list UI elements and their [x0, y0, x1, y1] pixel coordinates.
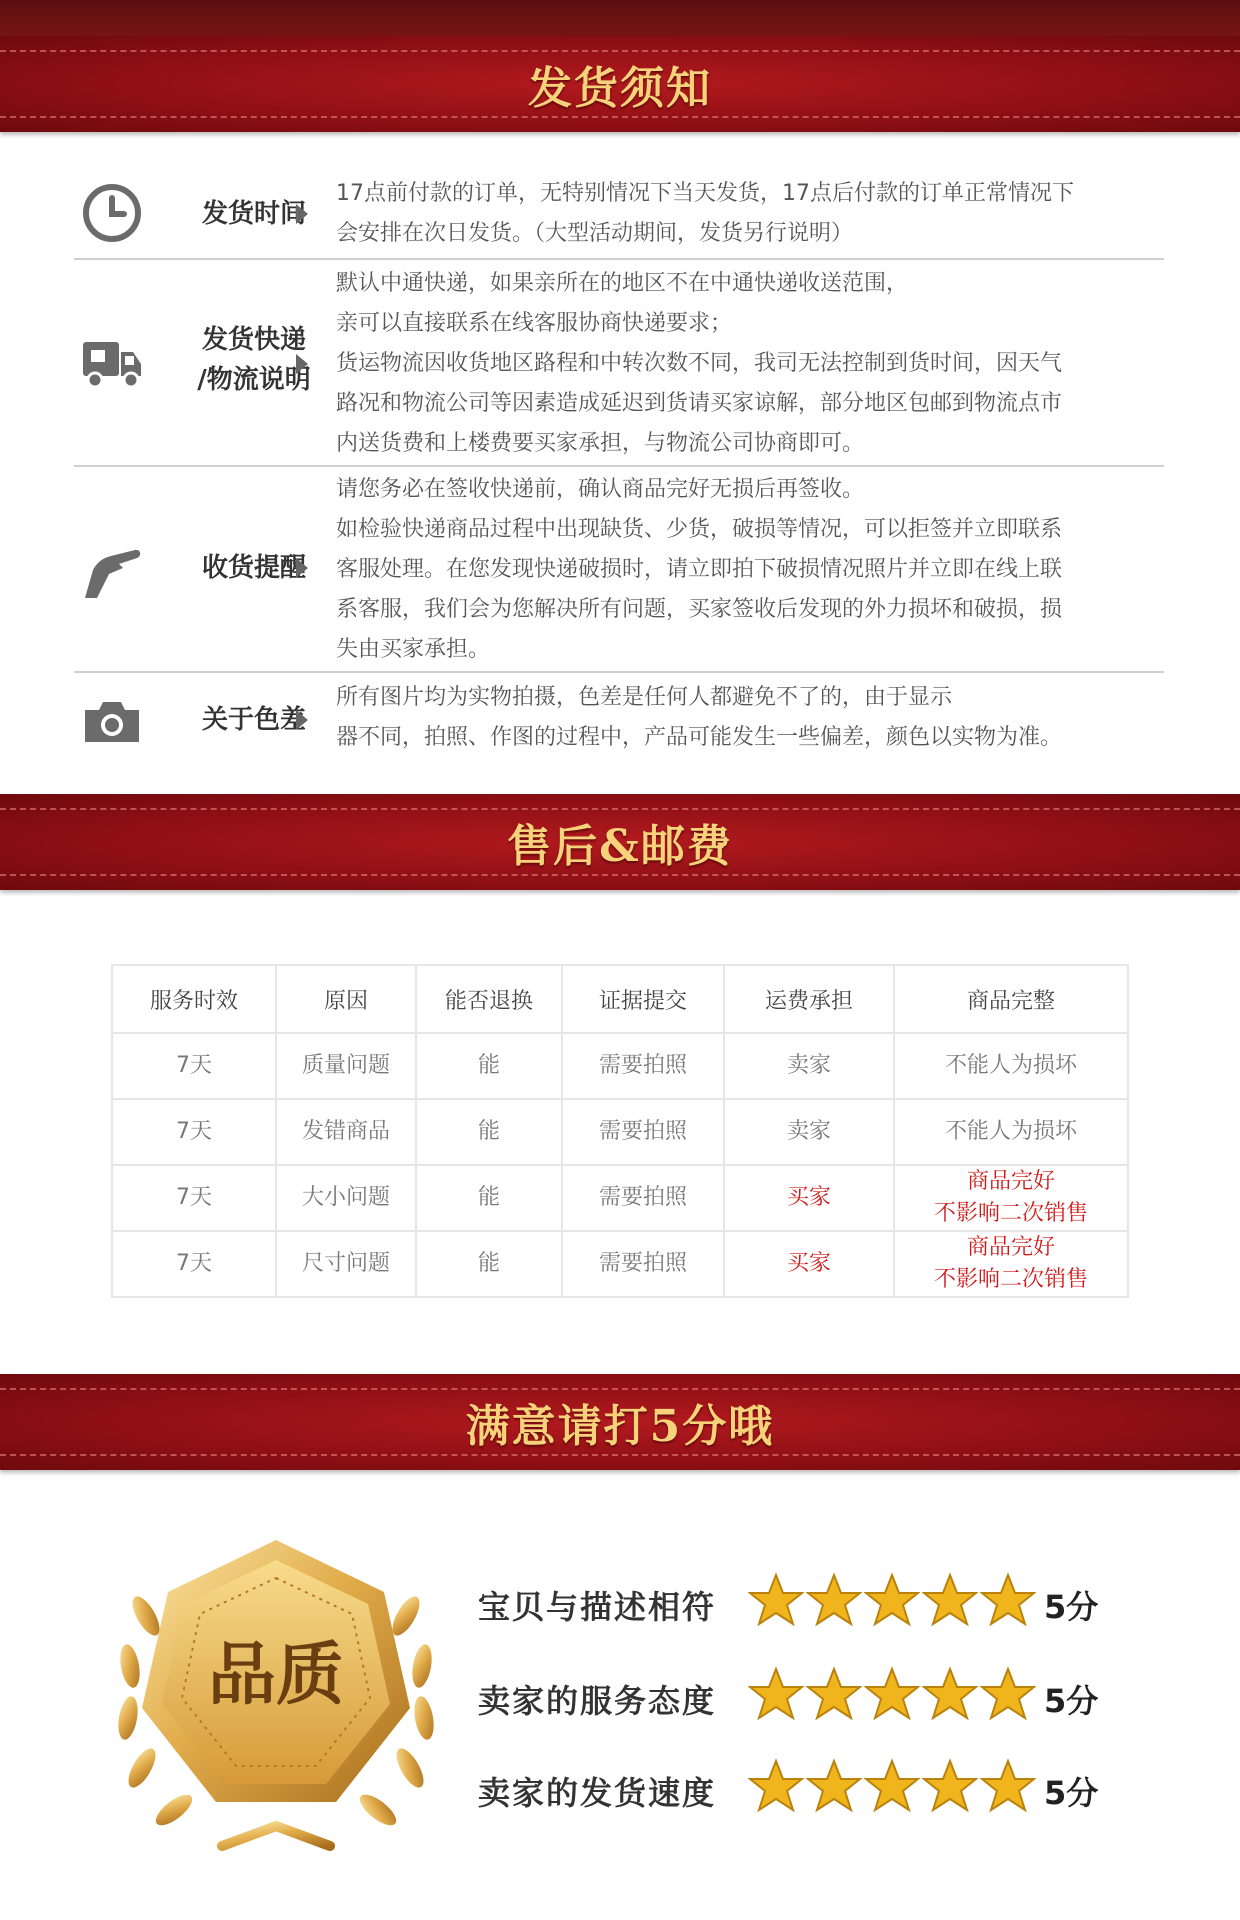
table-header: 运费承担 [724, 965, 894, 1033]
notice-text: 所有图片均为实物拍摄，色差是任何人都避免不了的，由于显示 器不同，拍照、作图的过程中，产品可能发生一些偏差，颜色以实物为准。 [336, 685, 1063, 750]
notice-label: 发货快递 /物流说明 [197, 325, 311, 395]
table-cell: 能 [416, 1231, 562, 1297]
rating-label: 卖家的发货速度 [478, 1774, 717, 1812]
star-icon [748, 1758, 804, 1814]
divider [74, 465, 1164, 467]
notice-label: 关于色差 [201, 705, 306, 735]
notice-label: 发货时间 [201, 199, 306, 229]
truck-icon [74, 336, 150, 392]
table-cell: 尺寸问题 [276, 1231, 416, 1297]
table-cell: 商品完好 不影响二次销售 [894, 1165, 1128, 1231]
star-icon [748, 1666, 804, 1722]
star-icon [864, 1572, 920, 1628]
table-cell: 能 [416, 1099, 562, 1165]
table-cell: 能 [416, 1165, 562, 1231]
star-icon [922, 1666, 978, 1722]
arrow-right-icon [296, 354, 308, 374]
notice-row-receipt [74, 470, 1164, 670]
table-cell: 商品完好 不影响二次销售 [894, 1231, 1128, 1297]
table-cell: 发错商品 [276, 1099, 416, 1165]
table-cell: 能 [416, 1033, 562, 1099]
star-icon [980, 1758, 1036, 1814]
star-icon [864, 1758, 920, 1814]
table-header: 服务时效 [112, 965, 276, 1033]
quality-badge [112, 1526, 440, 1862]
star-icon [806, 1758, 862, 1814]
table-cell: 卖家 [724, 1033, 894, 1099]
notice-text: 请您务必在签收快递前，确认商品完好无损后再签收。 如检验快递商品过程中出现缺货、少货，破损等情况，可以拒签并立即联系 客服处理。在您发现快递破损时，请立即拍下破损情况照片并立即在线上联 系客服，我们会为您解决所有问题，买家签收后发现的外力损坏和破损，损 失由买家承担。 [336, 477, 1063, 662]
star-icon [806, 1666, 862, 1722]
hand-icon [74, 540, 150, 602]
table-cell: 7天 [112, 1099, 276, 1165]
star-icon [980, 1572, 1036, 1628]
table-cell: 需要拍照 [562, 1033, 724, 1099]
table-row [112, 1033, 1128, 1099]
table-row [112, 1231, 1128, 1297]
table-cell: 7天 [112, 1165, 276, 1231]
shipping-title: 发货须知 [528, 63, 712, 114]
table-cell: 需要拍照 [562, 1231, 724, 1297]
table-cell: 买家 [724, 1231, 894, 1297]
rating-banner [0, 1374, 1240, 1470]
arrow-right-icon [296, 710, 308, 730]
rating-label: 宝贝与描述相符 [478, 1588, 717, 1626]
table-row [112, 1099, 1128, 1165]
notice-row-color [74, 678, 1164, 768]
table-cell: 卖家 [724, 1099, 894, 1165]
divider [74, 671, 1164, 673]
rating-row-shipping-speed [478, 1758, 1118, 1818]
badge-text: 品质 [207, 1636, 345, 1715]
star-icon [922, 1572, 978, 1628]
table-cell: 7天 [112, 1033, 276, 1099]
table-header: 商品完整 [894, 965, 1128, 1033]
arrow-right-icon [296, 558, 308, 578]
star-rating [748, 1572, 1036, 1632]
star-icon [806, 1572, 862, 1628]
laurel-wreath-icon [112, 1526, 440, 1862]
top-strip [0, 0, 1240, 40]
notice-text: 默认中通快递，如果亲所在的地区不在中通快递收送范围， 亲可以直接联系在线客服协商快递要求； 货运物流因收货地区路程和中转次数不同，我司无法控制到货时间，因天气 路况和物流公司等因素造成延迟到货请买家谅解，部分地区包邮到物流点市 内送货费和上楼费要买家承担，与物流公司协商即可。 [336, 271, 1063, 456]
clock-icon [74, 182, 150, 244]
arrow-right-icon [296, 204, 308, 224]
notice-text: 17点前付款的订单，无特别情况下当天发货，17点后付款的订单正常情况下 会安排在次日发货。（大型活动期间，发货另行说明） [336, 181, 1074, 246]
divider [74, 258, 1164, 260]
table-cell: 大小问题 [276, 1165, 416, 1231]
star-icon [864, 1666, 920, 1722]
star-icon [748, 1572, 804, 1628]
table-cell: 7天 [112, 1231, 276, 1297]
table-header: 证据提交 [562, 965, 724, 1033]
table-header-row [112, 965, 1128, 1033]
rating-label: 卖家的服务态度 [478, 1682, 717, 1720]
policy-table [111, 964, 1129, 1298]
table-cell: 不能人为损坏 [894, 1033, 1128, 1099]
notice-row-logistics [74, 264, 1164, 464]
rating-row-description [478, 1572, 1118, 1632]
notice-label: 收货提醒 [201, 553, 306, 583]
star-icon [980, 1666, 1036, 1722]
table-cell: 需要拍照 [562, 1165, 724, 1231]
table-cell: 需要拍照 [562, 1099, 724, 1165]
table-header: 原因 [276, 965, 416, 1033]
table-cell: 质量问题 [276, 1033, 416, 1099]
table-cell: 不能人为损坏 [894, 1099, 1128, 1165]
table-cell: 买家 [724, 1165, 894, 1231]
star-rating [748, 1666, 1036, 1726]
rating-score: 5分 [1044, 1774, 1099, 1812]
table-header: 能否退换 [416, 965, 562, 1033]
rating-row-service [478, 1666, 1118, 1726]
star-icon [922, 1758, 978, 1814]
notice-row-ship-time [74, 174, 1164, 264]
rating-score: 5分 [1044, 1682, 1099, 1720]
rating-score: 5分 [1044, 1588, 1099, 1626]
after-sales-banner [0, 794, 1240, 890]
star-rating [748, 1758, 1036, 1818]
shipping-banner [0, 36, 1240, 132]
rating-title: 满意请打5分哦 [465, 1401, 775, 1452]
after-sales-title: 售后&邮费 [507, 821, 733, 872]
table-row [112, 1165, 1128, 1231]
camera-icon [74, 698, 150, 746]
